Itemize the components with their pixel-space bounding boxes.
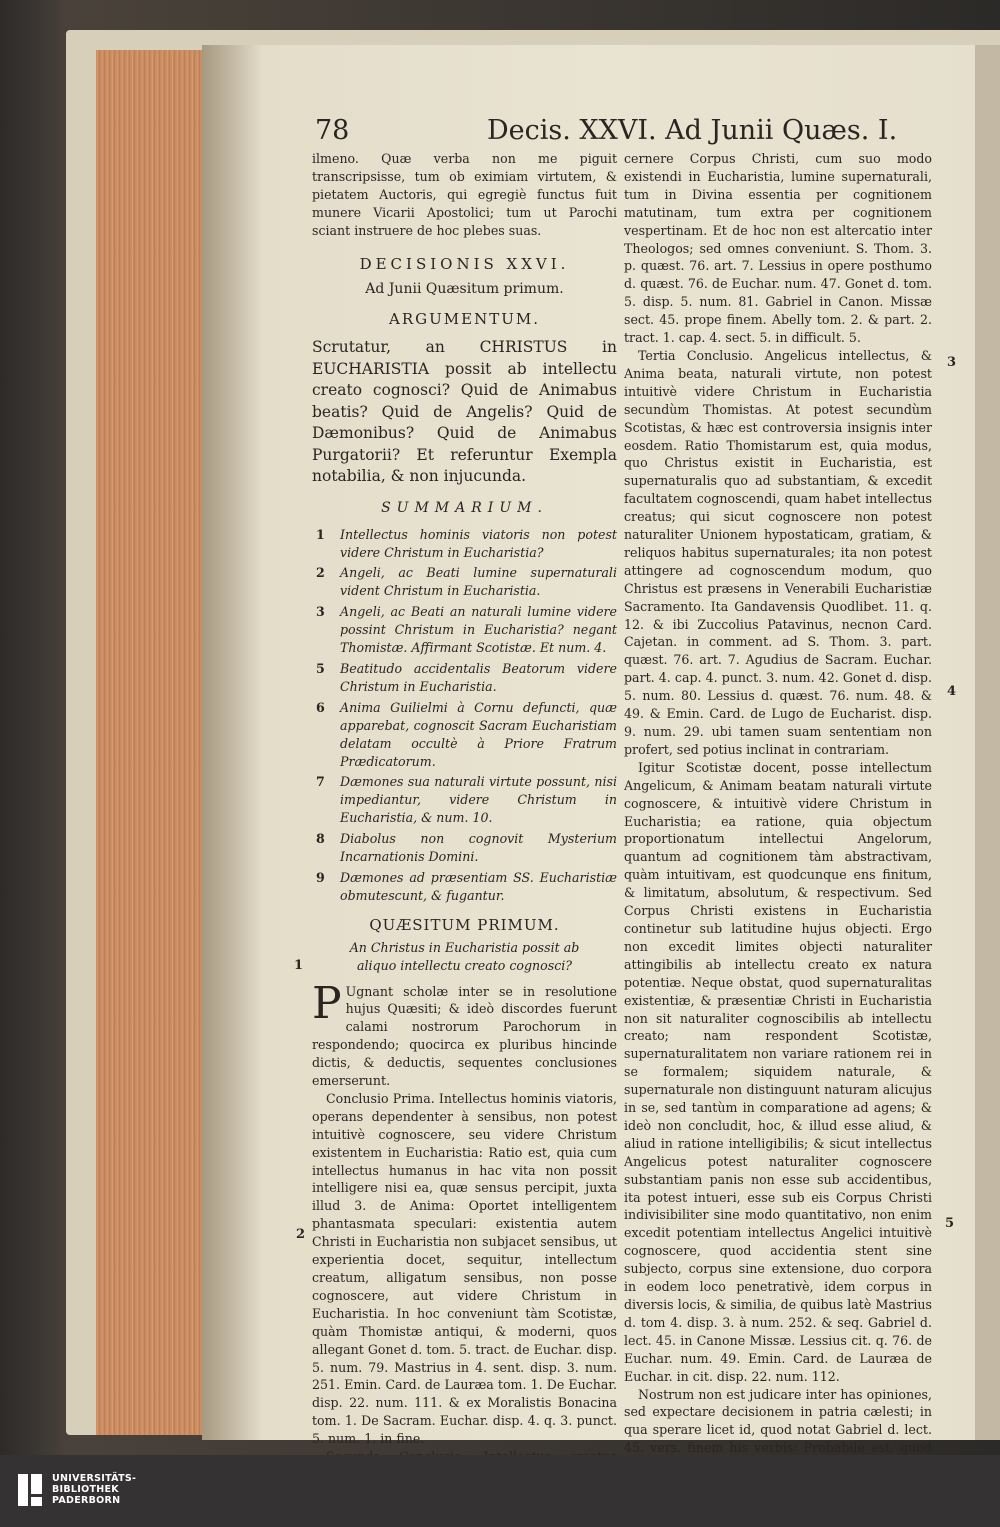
library-name-line: UNIVERSITÄTS- [52,1473,137,1484]
library-logo-icon [18,1474,42,1506]
summary-number: 6 [316,699,325,715]
summary-text: Dæmones sua naturali virtute possunt, nisi impediantur, videre Christum in Eucharistia, & num. 10. [340,774,617,826]
body-paragraph: Nostrum non est judicare inter has opiniones, sed expectare decisionem in patria cælesti; in qua sperare licet id, quod notat Gabriel d. lect. 45. vers. finem his verbis: Probabile est, quod [624,1386,932,1456]
left-column [312,150,617,1520]
summary-number: 2 [316,565,325,581]
library-name[interactable] [52,1473,136,1506]
header-title: Decis. XXVI. Ad Junii Quæs. I. [487,115,898,146]
library-name-line: PADERBORN [52,1495,121,1506]
intro-paragraph: ilmeno. Quæ verba non me piguit transcripsisse, tum ob eximiam virtutem, & pietatem Auctoris, qui egregiè functus fuit munere Vicarii Apostolici; tum ut Parochi sciant instruere de hoc plebes suas. [312,151,617,238]
margin-number: 2 [296,1227,306,1242]
library-name-line: BIBLIOTHEK [52,1484,119,1495]
margin-number: 4 [947,684,957,699]
summary-item [312,526,617,562]
summary-text: Intellectus hominis viatoris non potest videre Christum in Eucharistia? [340,526,617,560]
summary-number: 5 [316,661,325,676]
summary-text: Anima Guilielmi à Cornu defuncti, quæ apparebat, cognoscit Sacram Eucharistiam delatam occultè à Priore Fratrum Prædicatorum. [340,699,617,769]
next-page-edge [975,45,1000,1440]
summary-item [312,564,617,600]
summary-item [312,830,617,866]
body-paragraph: Ugnant scholæ inter se in resolutione hujus Quæsiti; & ideò discordes fuerunt calami nostrorum Parochorum in respondendo; quocirca ex pluribus hincinde dictis, & deductis, sequentes conclusiones emerserunt. [312,983,617,1089]
summary-text: Diabolus non cognovit Mysterium Incarnationis Domini. [340,831,617,865]
decisionis-heading: DECISIONIS XXVI. [359,254,570,273]
right-column [624,150,932,1511]
argumentum-heading: ARGUMENTUM. [389,310,540,329]
body-paragraph: cernere Corpus Christi, cum suo modo existendi in Eucharistia, lumine supernaturali, tum in Divina essentia per cognitionem matutinam, tum extra per cognitionem vespertinam. Et de hoc non est altercatio inter Theologos; sed omnes conveniunt. S. Thom. 3. p. quæst. 76. art. 7. Lessius in opere posthumo d. quæst. 76. de Euchar. num. 47. Gonet d. tom. 5. disp. 5. num. 81. Gabriel in Canon. Missæ sect. 45. prope finem. Abelly tom. 2. & part. 2. tract. 1. cap. 4. sect. 5. in difficult. 5. [624,151,932,346]
summary-number: 9 [316,869,325,885]
summary-text: Beatitudo accidentalis Beatorum videre Christum in Eucharistia. [340,661,617,694]
summary-number: 3 [316,604,325,620]
page-number: 78 [315,115,350,146]
running-head [315,115,898,151]
quaesitum-heading: QUÆSITUM PRIMUM. [369,915,560,934]
footer-bar [0,1455,1000,1527]
body-paragraph: Conclusio Prima. Intellectus hominis viatoris, operans dependenter à sensibus, non potest intuitivè cognoscere, seu videre Christum existentem in Eucharistia: Ratio est, quia cum intellectus humanus in hac vita non possit intelligere nisi ea, quæ sensus percipit, juxta illud 3. de Anima: Oportet intelligentem phantasmata speculari: existentia autem Christi in Eucharistia non subjacet sensibus, ut experientia docet, sequitur, intellectum creatum, alligatum sensibus, non posse cognoscere, aut videre Christum in Eucharistia. In hoc conveniunt tàm Scotistæ, quàm Thomistæ antiqui, & moderni, quos allegant Gonet d. tom. 5. tract. de Euchar. disp. 5. num. 79. Mastrius in 4. sent. disp. 3. num. 251. Emin. Card. de Lauræa tom. 1. De Euchar. disp. 22. num. 111. & ex Moralistis Bonacina tom. 1. De Sacram. Euchar. disp. 4. q. 3. punct. 5. num. 1. in fine. [312,1090,617,1447]
summary-item [312,699,617,771]
summary-item [312,773,617,827]
margin-number: 1 [294,958,304,973]
summary-number: 7 [316,774,325,790]
summary-text: Angeli, ac Beati an naturali lumine videre possint Christum in Eucharistia? negant Thomistæ. Affirmant Scotistæ. Et num. 4. [340,604,617,656]
summary-item [312,603,617,657]
drop-cap: P [312,977,342,1029]
quaesitum-subheading: Ad Junii Quæsitum primum. [365,281,564,298]
gutter-shadow [202,45,262,1440]
summary-number: 8 [316,831,325,847]
argumentum-body: Scrutatur, an CHRISTUS in EUCHARISTIA possit ab intellectu creato cognosci? Quid de Animabus beatis? Quid de Angelis? Quid de Dæmonibus? Quid de Animabus Purgatorii? Et referuntur Exempla notabilia, & non injucunda. [312,338,617,486]
quaesitum-question: An Christus in Eucharistia possit ab aliquo intellectu creato cognosci? [349,939,580,973]
summarium-heading: SUMMARIUM. [381,499,548,516]
summary-text: Dæmones ad præsentiam SS. Eucharistiæ obmutescunt, & fugantur. [340,869,617,903]
summary-item [312,869,617,905]
summary-item [312,660,617,696]
summary-text: Angeli, ac Beati lumine supernaturali vident Christum in Eucharistia. [340,565,617,599]
summary-number: 1 [316,526,325,542]
body-paragraph: Igitur Scotistæ docent, posse intellectum Angelicum, & Animam beatam naturali virtute cognoscere, & intuitivè videre Christum in Eucharistia; ea ratione, quia objectum proportionatum intellectui Angelorum, quantum ad cognitionem tàm abstractivam, quàm intuitivam, est quodcunque ens finitum, & limitatum, absolutum, & respectivum. Sed Corpus Christi existens in Eucharistia continetur sub latitudine hujus objecti. Ergo non excedit limites objecti naturaliter attingibilis ab intellectu creato ex natura potentiæ. Neque obstat, quod supernaturalitas existentiæ, & præsentiæ Christi in Eucharistia non sit naturaliter cognoscibilis ab intellectu creato; nam respondent Scotistæ, supernaturalitatem non variare rationem rei in se formalem; siquidem naturale, & supernaturale non distinguunt naturam alicujus in se, sed tantùm in comparatione ad agens; & ideò non concludit, hoc, & illud esse aliud, & aliud in ratione intelligibilis; & sicut intellectus Angelicus potest naturaliter cognoscere substantiam panis non esse sub accidentibus, ita potest intueri, esse sub eis Corpus Christi indivisibiliter sine modo quantitativo, non enim excedit potentiam intellectus Angelici intuitivè cognoscere, quod accidentia stent sine subjecto, corpus sine extensione, duo corpora in eodem loco penetrativè, idem corpus in diversis locis, & similia, de quibus latè Mastrius d. tom 4. disp. 3. à num. 252. & seq. Gabriel d. lect. 45. in Canone Missæ. Lessius cit. q. 76. de Euchar. num. 49. Emin. Card. de Lauræa de Euchar. in cit. disp. 22. num. 112. [624,759,932,1384]
margin-number: 3 [947,355,957,370]
page-edges [96,50,206,1435]
margin-number: 5 [945,1216,955,1231]
body-paragraph: Tertia Conclusio. Angelicus intellectus, & Anima beata, naturali virtute, non potest intuitivè videre Christum in Eucharistia secundùm Thomistas. At potest secundùm Scotistas, & hæc est controversia insignis inter eosdem. Ratio Thomistarum est, quia modus, quo Christus existit in Eucharistia, est supernaturalis quo ad substantiam, & excedit facultatem cognoscendi, quam habet intellectus creatus; qui sicut cognoscere non potest naturaliter Unionem hypostaticam, gratiam, & reliquos habitus supernaturales; ita non potest attingere ad cognoscendum modum, quo Christus est præsens in Venerabili Eucharistiæ Sacramento. Ita Gandavensis Quodlibet. 11. q. 12. & ibi Zuccolius Patavinus, necnon Card. Cajetan. in comment. ad S. Thom. 3. part. quæst. 76. art. 7. Agudius de Sacram. Euchar. part. 4. cap. 4. punct. 3. num. 42. Gonet d. disp. 5. num. 80. Lessius d. quæst. 76. num. 48. & 49. & Emin. Card. de Lugo de Eucharist. disp. 9. num. 29. ubi tamen suam sententiam non profert, sed potius inclinat in contrariam. [624,347,932,757]
